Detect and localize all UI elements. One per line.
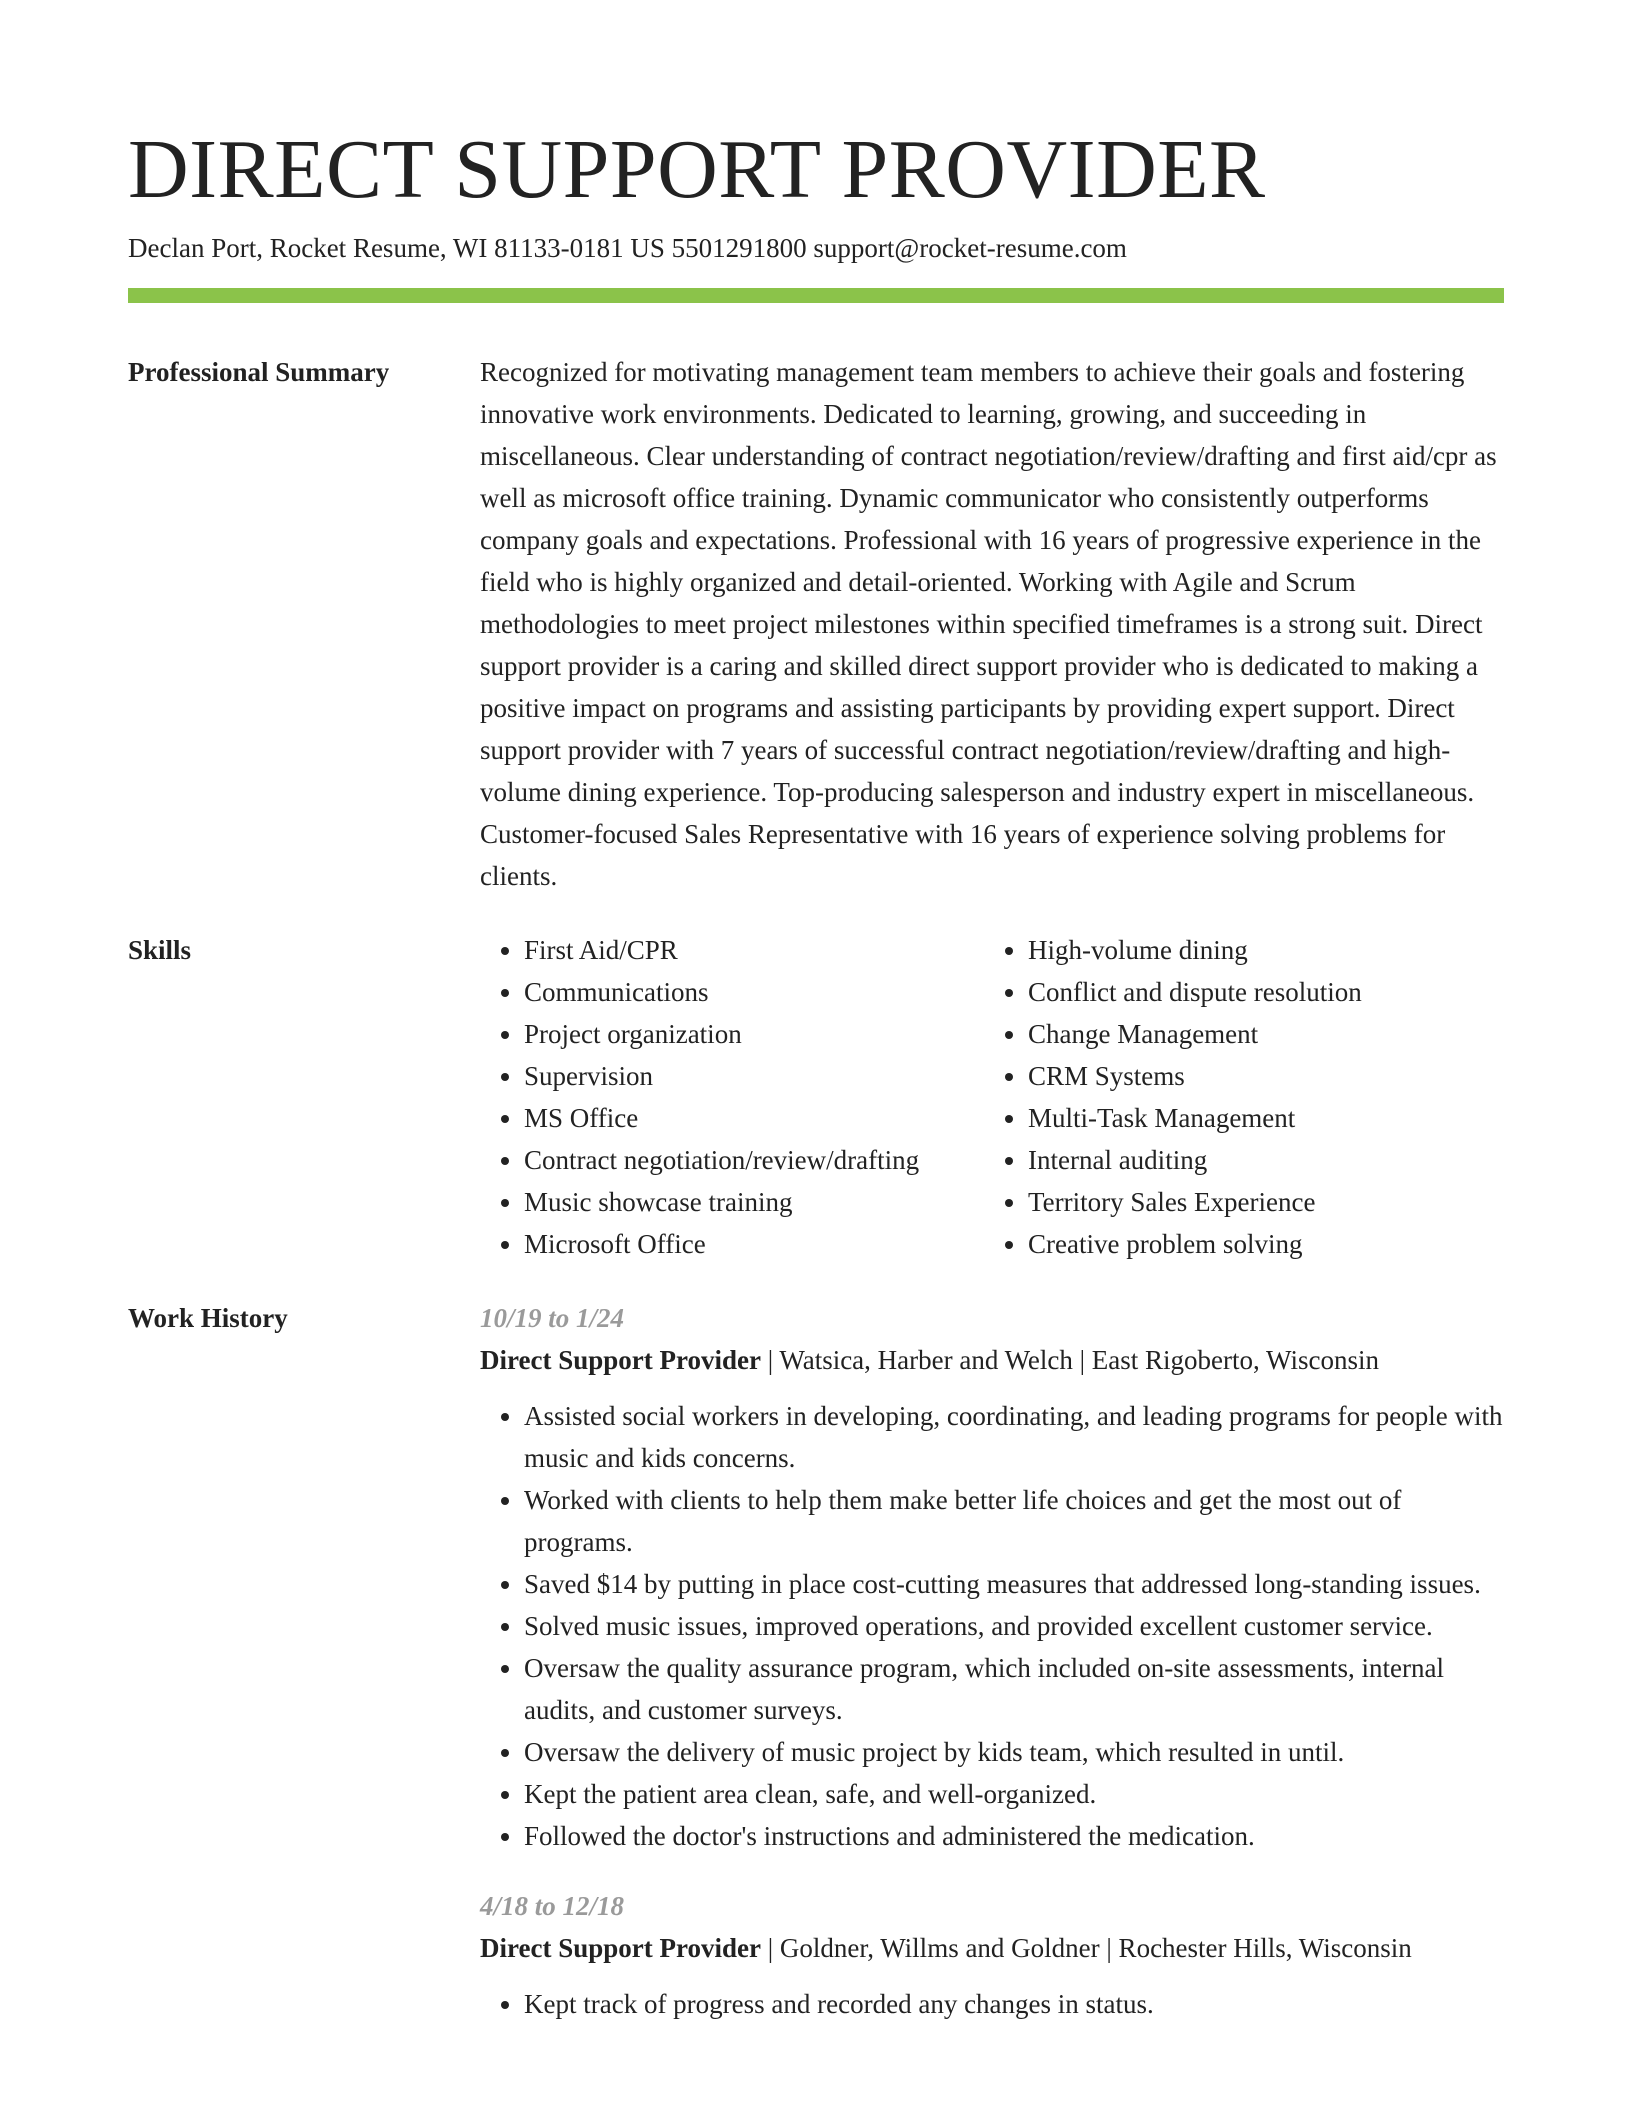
work-history-section bbox=[128, 1297, 1504, 2053]
duty-item: • Followed the doctor's instructions and administered the medication. bbox=[524, 1815, 1504, 1857]
duty-item: • Kept track of progress and recorded any changes in status. bbox=[524, 1983, 1504, 2025]
summary-heading: Professional Summary bbox=[128, 357, 390, 387]
skill-item: • First Aid/CPR bbox=[524, 929, 984, 971]
duty-item: • Assisted social workers in developing, coordinating, and leading programs for people with music and kids concerns. bbox=[524, 1395, 1504, 1479]
summary-section bbox=[128, 351, 1504, 897]
accent-divider bbox=[128, 288, 1504, 303]
skill-item: • Contract negotiation/review/drafting bbox=[524, 1139, 984, 1181]
work-history-heading: Work History bbox=[128, 1303, 288, 1333]
skill-item: • Communications bbox=[524, 971, 984, 1013]
summary-text: Recognized for motivating management team members to achieve their goals and fostering innovative work environments. Dedicated to learning, growing, and succeeding in miscellaneous. Clear understanding of contract negotiation/review/drafting and first aid/cpr as well as microsoft office training. Dynamic communicator who consistently outperforms company goals and expectations. Professional with 16 years of progressive experience in the field who is highly organized and detail-oriented. Working with Agile and Scrum methodologies to meet project milestones within specified timeframes is a strong suit. Direct support provider is a caring and skilled direct support provider who is dedicated to making a positive impact on programs and assisting participants by providing expert support. Direct support provider with 7 years of successful contract negotiation/review/drafting and high-volume dining experience. Top-producing salesperson and industry expert in miscellaneous. Customer-focused Sales Representative with 16 years of experience solving problems for clients. bbox=[480, 357, 1497, 891]
job-entry bbox=[480, 1297, 1504, 1857]
job-dates: 10/19 to 1/24 bbox=[480, 1303, 625, 1333]
contact-line: Declan Port, Rocket Resume, WI 81133-0181 US 5501291800 support@rocket-resume.com bbox=[128, 233, 1127, 263]
skill-item: • Supervision bbox=[524, 1055, 984, 1097]
skill-item: • CRM Systems bbox=[1028, 1055, 1504, 1097]
job-title: Direct Support Provider bbox=[480, 1345, 761, 1375]
job-employer-location: | Watsica, Harber and Welch | East Rigoberto, Wisconsin bbox=[760, 1345, 1379, 1375]
skill-item: • Microsoft Office bbox=[524, 1223, 984, 1265]
skill-item: • Multi-Task Management bbox=[1028, 1097, 1504, 1139]
skills-column-left bbox=[480, 929, 984, 1265]
skill-item: • Music showcase training bbox=[524, 1181, 984, 1223]
skill-item: • Conflict and dispute resolution bbox=[1028, 971, 1504, 1013]
job-heading bbox=[480, 1927, 1504, 1969]
duty-item: • Kept the patient area clean, safe, and well-organized. bbox=[524, 1773, 1504, 1815]
skill-item: • High-volume dining bbox=[1028, 929, 1504, 971]
skill-item: • Creative problem solving bbox=[1028, 1223, 1504, 1265]
skills-section bbox=[128, 929, 1504, 1265]
skills-column-right bbox=[984, 929, 1504, 1265]
job-heading bbox=[480, 1339, 1504, 1381]
resume-page bbox=[128, 0, 1504, 2053]
duty-item: • Oversaw the quality assurance program, which included on-site assessments, internal audits, and customer surveys. bbox=[524, 1647, 1504, 1731]
resume-title: DIRECT SUPPORT PROVIDER bbox=[128, 123, 1266, 216]
duty-item: • Worked with clients to help them make better life choices and get the most out of programs. bbox=[524, 1479, 1504, 1563]
duty-item: • Oversaw the delivery of music project by kids team, which resulted in until. bbox=[524, 1731, 1504, 1773]
duty-item: • Solved music issues, improved operations, and provided excellent customer service. bbox=[524, 1605, 1504, 1647]
skills-heading: Skills bbox=[128, 935, 192, 965]
skill-item: • Internal auditing bbox=[1028, 1139, 1504, 1181]
job-title: Direct Support Provider bbox=[480, 1933, 761, 1963]
skill-item: • Project organization bbox=[524, 1013, 984, 1055]
duty-item: • Saved $14 by putting in place cost-cutting measures that addressed long-standing issues. bbox=[524, 1563, 1504, 1605]
skill-item: • MS Office bbox=[524, 1097, 984, 1139]
job-duties bbox=[480, 1395, 1504, 1857]
skill-item: • Territory Sales Experience bbox=[1028, 1181, 1504, 1223]
job-duties bbox=[480, 1983, 1504, 2025]
skill-item: • Change Management bbox=[1028, 1013, 1504, 1055]
job-dates: 4/18 to 12/18 bbox=[480, 1891, 625, 1921]
job-employer-location: | Goldner, Willms and Goldner | Rochester Hills, Wisconsin bbox=[760, 1933, 1412, 1963]
job-entry bbox=[480, 1885, 1504, 2025]
